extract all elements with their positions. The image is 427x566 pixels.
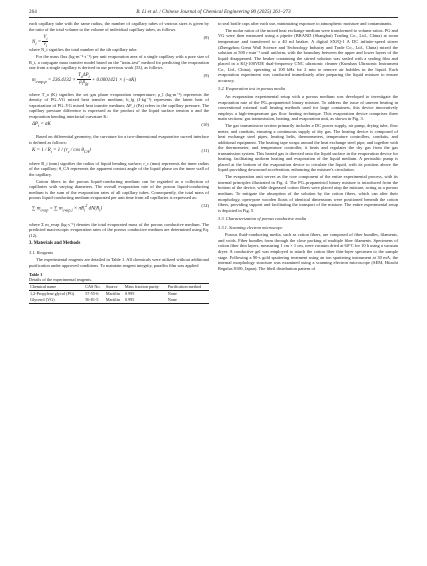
- table-row: [29, 297, 209, 303]
- paragraph: where R_i (mm) signifies the radius of liquid bending surface; r_c (mm) represents the inner radius of the capillary; θ_CA represents the apparent contact angle of the liquid phase on the inner wall of the capillary.: [29, 160, 209, 177]
- table-header-cell: Mass fraction purity: [124, 283, 159, 289]
- paragraph: each capillary tube with the same radius, the number of capillary tubes of various sizes is given by the ratio of the total volume to the volume of individual capillary tubes, as follows.: [29, 21, 209, 32]
- table-header-cell: Purification method: [167, 283, 202, 289]
- paragraph: to seal bottle caps after each use, minimizing exposure to atmospheric moisture and contaminants.: [218, 21, 393, 26]
- equation-11: [29, 147, 209, 159]
- page-number: 264: [29, 9, 37, 15]
- paragraph: The molar ratios of the mixed heat exchange medium were transformed to volume ratios. PG and VG were then measured using a pipette (BRAND (Shanghai) Trading Co., Ltd., China) at room temperature and transferred to a 40 ml beaker. A digital SXJQ-1 A DC infinite-speed stirrer (Zhengzhou Great Wall Science and Technology Industry and Trade Co., Ltd., China) mixed the solution at 500 r·min⁻¹ until uniform, with the boundary between the upper and lower layers of the liquid disappeared. The beaker containing the stirred solution was sealed with a sealing film and placed in a KQ-100VDE dual-frequency CNC ultrasonic cleaner (Kunshan Ultrasonic Instrument Co., Ltd., China), operating at 100 kHz for 2 min to remove air bubbles in the liquid. Each evaporation experiment was conducted immediately after preparing the liquid mixture to ensure accuracy.: [218, 27, 398, 83]
- equation-body: $m_{evap,p} = 236.4132$ × $\frac{T_a\Delta P_i}{\rho_lh_{fg}}$ + 0.0001421 × (−σK): [32, 73, 137, 87]
- equation-body: $K = 1 / R_i = 1 / (r_c / \cos \theta_{CA})$: [32, 148, 91, 154]
- paragraph: where Σ m_evap (kg·s⁻¹) denotes the total evaporated mass of the porous conductive medium. The predicted macroscopic evaporation rates of the porous conductive medium are determined using Eq. (12).: [29, 221, 209, 238]
- equation-number: (10): [201, 121, 209, 127]
- table-cell: 56-81-5: [85, 296, 99, 302]
- subsection-heading: 3.3. Characterization of porous conductive media: [218, 216, 307, 222]
- table-header-row: [29, 283, 209, 291]
- paragraph: The experimental reagents are detailed in Table 1. All chemicals were utilized without additional purification under approved conditions. To maintain reagent integrity, paraffin film was applied: [29, 257, 209, 268]
- paragraph: Cotton fibers in the porous liquid-conducting medium can be regarded as a collection of capillaries with varying diameters. The overall evaporation rate of the porous liquid-conducting medium is the sum of the evaporation rates of all capillary tubes. Consequently, the total mass of porous liquid-conducting medium evaporated per unit time from all capillaries is expressed as:: [29, 178, 209, 201]
- journal-citation: B. Li et al. / Chinese Journal of Chemical Engineering 80 (2025) 261–273: [136, 9, 291, 15]
- equation-number: (12): [201, 203, 209, 209]
- equation-number: (9): [203, 73, 209, 79]
- subsubsection-heading: 3.3.1. Scanning electron microscope: [218, 224, 283, 230]
- table-cell: Macklin: [105, 296, 120, 302]
- equation-body: $\Delta P_i = \sigma K$: [32, 121, 51, 128]
- table-cell: 57-55-6: [85, 290, 99, 296]
- right-column: [218, 21, 398, 273]
- table-caption-text: Details of the experimental reagents.: [29, 276, 93, 282]
- paragraph: where T_a (K) signifies the set gas phase evaporation temperature; ρ_l (kg·m⁻³) represents the density of PG–VG mixed heat transfer medium; h_fg (J·kg⁻¹) represents the latent heat of vaporization of PG–VG mixed heat transfer medium; ΔP_i (Pa) refers to the capillary pressure. The capillary pressure difference is expressed as the product of the liquid surface tension σ and the evaporation bending interfacial curvature K:: [29, 91, 209, 119]
- table-header-cell: Source: [105, 283, 118, 289]
- paragraph: For the mass flux (kg·m⁻²·s⁻¹) per unit evaporation area of a single capillary with a pore size of R_i, a conjugate mass transfer model based on the "train–test" method for predicting the evaporation rate from a single capillary is derived in our previous work [33], as follows.: [29, 54, 209, 71]
- header-rule: [29, 17, 398, 18]
- equation-10: [29, 121, 209, 133]
- paragraph: Porous fluid-conducting media, such as cotton fibers, are composed of fiber bundles, filaments, and voids. Fiber bundles form through the close packing of multiple fiber filaments. Specimens of cotton fiber thin layers, measuring 1 cm × 1 cm, were vacuum dried at 60°C for 10 h using a vacuum dryer. A conductive gel was employed to attach the cotton fiber thin-layer specimen to the sample stage. Following a 90-s gold sputtering treatment using an ion sputtering instrument at 30 mA, the internal morphology structure was examined using a scanning electron microscope (SEM, Hitachi Regulus 8100, Japan). The fibril distribution pattern of: [218, 232, 398, 271]
- subsection-heading: 3.2. Evaporation test in porous media: [218, 86, 286, 92]
- table-caption: [29, 272, 209, 282]
- table-cell: None: [167, 290, 177, 296]
- reagents-table: [29, 283, 209, 304]
- equation-9: [29, 72, 209, 90]
- equation-body: $N_i$ = $\frac{V_i}{v_i}$: [32, 34, 48, 48]
- table-cell: None: [167, 296, 177, 302]
- table-cell: 0.995: [124, 296, 135, 302]
- table-cell: Macklin: [105, 290, 120, 296]
- paragraph: The gas transmission section primarily includes a DC power supply, air pump, drying tube, flow meter, and conduits, ensuring a continuous supply of dry gas. The heating device is composed of heat exchange steel pipes, heating belts, thermometers, temperature controllers, conduits, and additional equipment. The heating tape wraps around the heat exchange steel pipe, and together with the thermometer, and temperature controller, it heats and regulates the dry gas from the gas transmission system. This heated gas is directed onto the liquid surface in the evaporation device for heating, facilitating uniform heating and evaporation of the liquid medium. A peristaltic pump is placed at the bottom of the evaporation device to circulate the liquid, with its position above the liquid providing downward acceleration, enhancing the mixture's circulation.: [218, 123, 398, 173]
- table-header-cell: Chemical name: [30, 283, 57, 289]
- equation-body: ∑ $m_{evap}$ = ∑ $m_{evap,i} \times \pi R_i^2$ $dN(R_i)$: [32, 203, 102, 213]
- table-label: Table 1: [29, 271, 43, 277]
- equation-8: [29, 34, 209, 46]
- table-cell: 1,2-Propylene glycol (PG): [30, 290, 75, 296]
- running-header: [29, 6, 398, 18]
- table-cell: 0.995: [124, 290, 135, 296]
- equation-number: (11): [201, 148, 209, 153]
- subsection-heading: 3.1. Reagents: [29, 249, 54, 255]
- paragraph: Based on differential geometry, the curvature for a two-dimensional evaporative curved interface is defined as follows:: [29, 134, 209, 145]
- equation-12: [29, 202, 209, 220]
- equation-number: (8): [203, 34, 209, 40]
- section-heading: 3. Materials and Methods: [29, 241, 81, 247]
- paragraph: where N_i signifies the total number of the ith capillary tube.: [29, 47, 138, 53]
- table-cell: Glycerol (VG): [30, 296, 55, 302]
- table-header-cell: CAS No.: [85, 283, 101, 289]
- left-column: [29, 21, 209, 304]
- paragraph: An evaporation experimental setup with a porous medium was developed to investigate the evaporation rate of the PG–propanetriol binary mixture. To address the issue of uneven heating in conventional external wall heating methods used for large containers, this device innovatively employs a high-temperature gas flow heating technique. This evaporation device comprises three main sections: gas transmission, heating, and evaporation unit, as shown in Fig. 3.: [218, 93, 398, 122]
- paragraph: The evaporation unit serves as the core component of the entire experimental process, with its internal principles illustrated in Fig. 4. The PG–propanetriol binary mixture is introduced from the bottom of the device, while degreased cotton fibers were placed atop the mixture, acting as a porous medium. To mitigate the absorption of the solution by the cotton fibers, which can alter their morphology, open-pore wooden floats of identical dimensions were positioned beneath the cotton fibers, providing support and facilitating the transport of the mixture. The entire experimental setup is depicted in Fig. 5.: [218, 174, 398, 213]
